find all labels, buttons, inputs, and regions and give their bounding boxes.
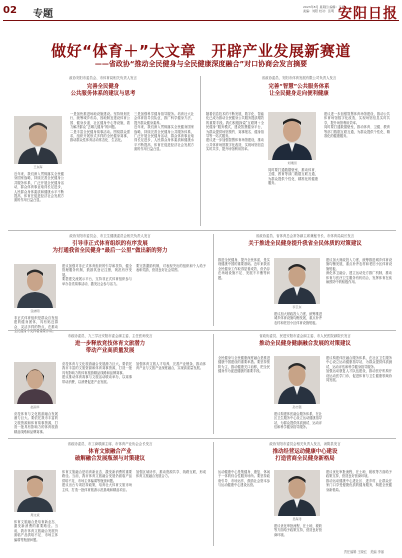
paragraph: 三是加强科学健身指导服务。培育壮大社会体育指导员队伍，推广科学健身方法，提升群众健身素养。 <box>134 112 194 125</box>
photo-caption: 王东海 <box>33 165 43 169</box>
paragraph: 竞技体育与文化旅游融合发展潜力巨大。要依托我市丰富的文旅资源和体育赛事资源，打造一批具有影响力的体育旅游精品线路和品牌赛事。 <box>62 362 132 375</box>
article-kicker: 省政协委员、市工商联副主席、市体育产业协会会长发言 <box>67 442 153 446</box>
paragraph: 近年来，我们深入贯彻落实全民健身国家战略，持续完善全民健身公共服务体系，广泛开展全民健身活动，群众体育事业取得长足进步，人民群众身体素质和健康水平不断提高，体育在促进经济社会发展方面的作用日益凸显。 <box>14 172 64 203</box>
row-divider <box>8 330 396 331</box>
page-header <box>3 4 399 21</box>
photo-caption: 吴海涛 <box>292 517 302 521</box>
paragraph: 建议构建体医融合服务体系，在社区卫生服务中心设立运动健康指导站，为群众提供体质测试、运动评估和科学健身指导服务。 <box>274 412 322 430</box>
speaker-photo <box>274 258 320 304</box>
masthead-logo: 安阳日报 <box>338 6 398 22</box>
article-kicker: 省政协委员、民进安阳市委会副主委、市人民医院副院长发言 <box>259 334 351 338</box>
article-title: 推动经营运动健康中心建设 打造营商全民健身新格局 <box>272 448 338 462</box>
section-label: 专题 <box>33 9 53 20</box>
row-divider <box>8 438 396 439</box>
paragraph: 建议构建体医融合服务体系，在社区卫生服务中心设立运动健康指导站，为群众提供体质测试、运动评估和科学健身指导服务。 <box>326 356 392 369</box>
article-title: 体育文旅融合产业 破解融合发展瓶颈与对策建议 <box>74 448 146 462</box>
paragraph: 推动运动健康中心进社区、进乡村，让群众在家门口享受便捷优质的健身服务，构建全民健身新格局。 <box>326 478 392 492</box>
article-text-col-3 <box>136 470 206 546</box>
main-headline: 做好“体育＋”大文章 开辟产业发展新赛道 <box>51 42 351 60</box>
article-text-col-1 <box>14 412 58 434</box>
article-title: 推动全民健身健康融合发展的对策建议 <box>259 340 351 347</box>
paragraph: 随着信息技术的不断发展，数字化、智能化已成为推动全民健身公共服务提质增效的重要手段。我们积极探索“互联网＋全民健身”服务模式，建设智慧健身平台，为群众提供场馆预约、赛事报名、健身指导等一站式服务。 <box>206 112 264 139</box>
paragraph: 同时要打通数据壁垒，推动体育、卫健、教育等部门数据互联互通，为群众提供个性化、精准化的健康服务。 <box>268 168 318 186</box>
article-text-col-1 <box>14 520 58 546</box>
article-text-col-2 <box>62 264 132 326</box>
paragraph: 非正式体育组织是群众自发组建的健身团体，具有贴近群众、灵活多样的特点，在推动全民健身中发挥着重要作用。 <box>14 316 58 334</box>
photo-caption: 张晓明 <box>30 309 40 313</box>
article-text-col-2 <box>62 362 132 434</box>
paragraph: 建议出台专项扶持政策，培育壮大体育文旅市场主体，打造一批体育旅游示范基地和精品项目。 <box>62 483 132 492</box>
photo-caption: 赵丽华 <box>30 405 40 409</box>
article-text-col-2 <box>274 412 322 434</box>
paragraph: 推进全民健身，提升全民体质，是实现健康中国的重要基础。近年来我省全民健身工作取得显著成效，但仍存在场地设施不足、发展不平衡等问题。 <box>218 258 270 280</box>
article-kicker: 市政协委员、九三学社安阳市委会副主委、主任医师发言 <box>67 334 153 338</box>
article-kicker: 政协安阳市委员会相关负责人发言，汤阴县发言 <box>269 442 341 446</box>
photo-caption: 李卫东 <box>292 305 302 309</box>
article-4 <box>216 234 394 326</box>
article-text-col-3 <box>136 362 206 434</box>
article-title: 进一步释放竞技体育文旅潜力 带动产业高质量发展 <box>74 340 146 354</box>
article-text-col-3 <box>324 112 390 226</box>
paragraph: 深化体卫融合，建立运动处方推广机制，推动体育与医疗卫生服务有机结合，发挥体育在疾病预防中的积极作用。 <box>326 271 392 285</box>
paragraph: 要完善激励机制，对表现突出的组织和个人给予表彰奖励，营造良好社会氛围。 <box>136 264 206 273</box>
paragraph: 建议加大财政投入力度，统筹推进城乡体育设施均衡发展，重点补齐农村和老旧小区体育设施短板。 <box>326 258 392 271</box>
photo-caption: 孙志强 <box>292 405 302 409</box>
article-text-col-2 <box>70 112 130 226</box>
main-subheadline: ——省政协“推动全民健身与全民健康深度融合”对口协商会发言摘要 <box>94 60 308 68</box>
article-kicker: 政协安阳市委员会、市体育局相关负责人发言 <box>69 76 137 80</box>
paragraph: 要搭建交流展示平台，支持非正式体育组织参与举办各类赛事活动，激发社会参与活力。 <box>62 277 132 286</box>
article-text-col-2 <box>274 524 322 546</box>
paragraph: 运动健康中心是集健身、康复、休闲于一体的综合性服务场所。要坚持政府引导、市场运作，鼓励社会资本参与运动健康中心建设运营。 <box>218 470 270 488</box>
article-text-col-1 <box>218 470 270 546</box>
paragraph: 全民健身与全民健康深度融合是推进健康中国建设的重要举措。要坚持预防为主，推动健康关口前移，把全民健身作为促进健康的重要手段。 <box>218 356 270 374</box>
speaker-photo <box>14 470 56 512</box>
paragraph: 建议推动体育赛事与文旅活动联动举办，以赛事带动消费，以消费促进产业发展。 <box>62 375 132 384</box>
page-number: 02 <box>3 5 17 16</box>
page-footer: 责任编辑 王晓红 美编 李丽 <box>343 550 384 554</box>
speaker-photo <box>274 470 320 516</box>
speaker-photo <box>14 264 56 308</box>
article-text-col-2 <box>268 168 318 226</box>
paragraph: 加强区域协作，推动资源共享、线路互联，形成体育文旅融合发展合力。 <box>136 470 206 479</box>
article-text-col-1 <box>14 172 64 226</box>
column-divider <box>213 334 214 434</box>
paragraph: 建议进一步加强智慧体育场馆建设，推动公共体育场馆数字化改造，实现场馆信息实时共享，提升场馆利用效率。 <box>206 138 264 152</box>
article-text-col-1 <box>14 316 58 334</box>
article-title: 完善“智慧”公共服务体系 让全民健身走向便利健康 <box>268 83 330 97</box>
article-text-col-2 <box>274 312 322 326</box>
photo-caption: 周文斌 <box>30 513 40 517</box>
paragraph: 二是丰富全民健身赛事活动。围绕群众需求，组织开展形式多样的全民健身赛事，推动群众性体育活动常态化、生活化。 <box>70 129 130 143</box>
article-text-col-1 <box>218 258 270 326</box>
photo-caption: 刘建国 <box>287 161 297 165</box>
article-kicker: 省政协委员、安阳市体育发展有限公司负责人发言 <box>261 76 337 80</box>
article-text-col-2 <box>62 470 132 546</box>
column-divider <box>213 234 214 326</box>
article-7 <box>10 442 210 546</box>
speaker-photo <box>268 112 316 160</box>
article-text-col-3 <box>136 264 206 326</box>
article-kicker: 政协安阳市委员会、市卫生健康委员会相关负责人发言 <box>69 234 151 238</box>
speaker-photo <box>14 116 62 164</box>
paragraph: 加强体育文旅人才培养，完善产业链条，推动体育产业与文旅产业深度融合，实现高质量发展。 <box>136 362 206 371</box>
article-title: 关于推进全民健身提升我省全民体质的对策建议 <box>248 240 362 247</box>
paragraph: 建议进一步加强智慧体育场馆建设，推动公共体育场馆数字化改造，实现场馆信息实时共享，提升场馆利用效率。 <box>324 112 390 125</box>
article-8 <box>216 442 394 546</box>
row-divider <box>8 230 396 231</box>
article-1 <box>10 76 196 226</box>
article-text-col-3 <box>326 470 392 546</box>
article-kicker: 省政协委员、省体育总会常务副主席兼秘书长、市体育局局长发言 <box>255 234 355 238</box>
column-divider <box>200 76 201 226</box>
paragraph: 竞技体育与文化旅游融合发展潜力巨大。要依托我市丰富的文旅资源和体育赛事资源，打造一批具有影响力的体育旅游精品线路和品牌赛事。 <box>14 412 58 434</box>
paragraph: 体育文旅融合是培育新业态、激发新消费的重要路径。当前，我市体育文旅融合发展仍面临产品供给不足、市场主体偏弱等瓶颈问题。 <box>14 520 58 542</box>
article-text-col-3 <box>326 258 392 326</box>
article-text-col-3 <box>326 356 392 434</box>
article-text-col-1 <box>206 112 264 226</box>
paragraph: 加强运动康复人才队伍建设，推动医疗机构开设运动医学门诊，促进体育与卫生健康领域协同发展。 <box>326 369 392 383</box>
article-title: 完善全民健身 公共服务体系的建议与思考 <box>70 83 136 97</box>
speaker-photo <box>274 356 320 404</box>
paragraph: 体育文旅融合是培育新业态、激发新消费的重要路径。当前，我市体育文旅融合发展仍面临产品供给不足、市场主体偏弱等瓶颈问题。 <box>62 470 132 483</box>
column-divider <box>213 442 214 546</box>
header-meta: 2023年8月 星期四 编辑：王东 美编：刘阳 校对：张明 <box>303 5 345 13</box>
paragraph: 建议加大财政投入力度，统筹推进城乡体育设施均衡发展，重点补齐农村和老旧小区体育设施短板。 <box>274 312 322 325</box>
paragraph: 建议加强对非正式体育组织的引导和扶持，健全管理服务机制，鼓励其登记注册，规范有序发展。 <box>62 264 132 277</box>
paragraph: 建议优化审批流程，在土地、税收等方面给予政策支持，营造良好营商环境。 <box>274 524 322 537</box>
article-title: 引导非正式体育组织的有序发展 为打通我省全民健身“最后一公里”做出新的努力 <box>52 240 168 254</box>
article-6 <box>216 334 394 434</box>
speaker-photo <box>14 362 56 404</box>
article-5 <box>10 334 210 434</box>
paragraph: 同时要打通数据壁垒，推动体育、卫健、教育等部门数据互联互通，为群众提供个性化、精准化的健康服务。 <box>324 125 390 139</box>
paragraph: 近年来，我们深入贯彻落实全民健身国家战略，持续完善全民健身公共服务体系，广泛开展全民健身活动，群众体育事业取得长足进步，人民群众身体素质和健康水平不断提高，体育在促进经济社会发展方面的作用日益凸显。 <box>134 125 194 152</box>
paragraph: 一是加快推进场地设施建设。坚持规划先行，统筹城乡布局，因地制宜建设体育公园、健身步道、社区健身中心等设施，着力解决群众“去哪儿健身”的问题。 <box>70 112 130 130</box>
paragraph: 建议优化审批流程，在土地、税收等方面给予政策支持，营造良好营商环境。 <box>326 470 392 479</box>
article-text-col-3 <box>134 112 194 226</box>
article-text-col-1 <box>218 356 270 434</box>
article-3 <box>10 234 210 334</box>
article-2 <box>204 76 394 226</box>
